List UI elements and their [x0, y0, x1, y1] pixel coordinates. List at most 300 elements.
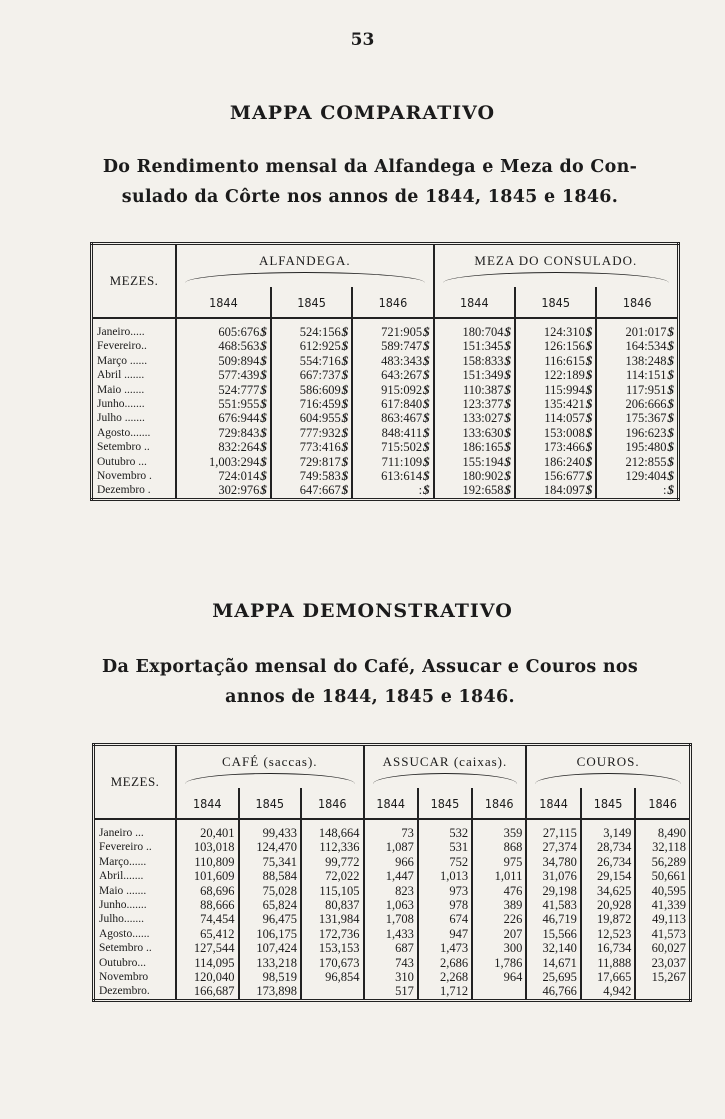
value-cell	[596, 426, 678, 440]
currency-symbol: $	[667, 439, 674, 455]
value-text: 604:955	[299, 411, 341, 426]
table1-subtitle-line1: Do Rendimento mensal da Alfandega e Meza do Con-	[102, 157, 638, 177]
value-cell	[515, 440, 596, 454]
value-text: 605:676	[218, 325, 260, 339]
currency-symbol: $	[341, 410, 349, 426]
value-cell	[301, 970, 364, 984]
alfandega-group-header	[176, 244, 434, 288]
value-text: 56,289	[651, 854, 686, 869]
currency-symbol: $	[423, 439, 430, 455]
value-cell	[472, 819, 526, 840]
table-row	[94, 927, 691, 941]
value-text: 715:502	[381, 440, 423, 455]
value-cell	[418, 819, 472, 840]
value-cell	[364, 819, 418, 840]
value-text: 302:976	[218, 483, 260, 498]
currency-symbol: $	[585, 396, 593, 412]
value-cell	[364, 956, 418, 970]
value-text: 46,719	[542, 912, 577, 927]
cafe-group-header	[176, 745, 364, 789]
month-cell: Dezembro.	[94, 984, 177, 1000]
value-text: 124:310	[543, 325, 585, 339]
table-row	[94, 819, 691, 840]
year-header: 1844	[526, 788, 580, 819]
value-cell	[364, 970, 418, 984]
currency-symbol: $	[667, 482, 674, 498]
currency-symbol: $	[585, 410, 593, 426]
currency-symbol: $	[260, 439, 267, 455]
currency-symbol: $	[341, 468, 349, 484]
value-text: 1,473	[439, 941, 469, 956]
value-text: 551:955	[218, 397, 260, 412]
value-cell	[418, 984, 472, 1000]
value-cell	[596, 318, 678, 339]
value-cell	[364, 869, 418, 883]
year-header: 1844	[176, 287, 271, 318]
value-text: 75,028	[262, 883, 298, 898]
currency-symbol: $	[260, 381, 267, 397]
value-text: 25,695	[542, 970, 577, 985]
value-cell	[352, 411, 433, 425]
value-cell	[301, 898, 364, 912]
table2-subtitle	[70, 652, 670, 712]
value-cell	[635, 912, 690, 926]
value-text: 31,076	[542, 869, 577, 884]
currency-symbol: $	[341, 324, 349, 339]
value-text: 476	[503, 883, 523, 898]
currency-symbol: $	[667, 338, 674, 354]
value-text: 586:609	[299, 382, 341, 397]
currency-symbol: $	[504, 338, 511, 354]
value-text: 468:563	[218, 339, 260, 354]
value-cell	[364, 840, 418, 854]
month-cell: Maio .......	[92, 383, 177, 397]
month-cell: Maio .......	[94, 884, 177, 898]
value-text: 173:466	[543, 440, 585, 455]
value-cell	[596, 455, 678, 469]
value-cell	[418, 912, 472, 926]
currency-symbol: $	[341, 396, 349, 412]
value-text: 107,424	[256, 941, 298, 956]
value-text: 155:194	[462, 454, 504, 469]
value-text: 101,609	[193, 869, 235, 884]
value-cell	[301, 884, 364, 898]
value-cell	[352, 455, 433, 469]
brace-decoration	[185, 272, 425, 283]
value-text: 117:951	[625, 382, 667, 397]
table-row	[92, 426, 679, 440]
value-text: 192:658	[462, 483, 504, 498]
value-text: 68,696	[200, 883, 235, 898]
value-cell	[434, 368, 515, 382]
value-text: 212:855	[625, 454, 667, 469]
table-row	[92, 455, 679, 469]
value-text: 115,105	[319, 883, 360, 898]
value-cell	[581, 840, 635, 854]
currency-symbol: $	[585, 439, 593, 455]
value-cell	[635, 898, 690, 912]
value-cell	[526, 912, 580, 926]
value-text: 2,686	[439, 955, 469, 970]
value-text: 577:439	[218, 368, 260, 383]
value-text: 74,454	[200, 912, 235, 927]
value-cell	[581, 898, 635, 912]
value-cell	[352, 383, 433, 397]
value-text: 832:264	[218, 440, 260, 455]
value-text: 973	[449, 883, 469, 898]
value-text: 749:583	[299, 469, 341, 484]
value-cell	[352, 318, 433, 339]
value-cell	[472, 912, 526, 926]
value-text: 964	[503, 970, 523, 985]
currency-symbol: $	[667, 453, 674, 469]
value-text: 226	[503, 912, 523, 927]
value-text: 50,661	[651, 869, 686, 884]
year-header: 1845	[581, 788, 635, 819]
value-cell	[418, 855, 472, 869]
assucar-group-header	[364, 745, 527, 789]
table2-subtitle-line2: annos de 1844, 1845 e 1846.	[225, 687, 515, 707]
value-cell	[515, 483, 596, 499]
alfandega-label: ALFANDEGA.	[258, 253, 351, 268]
month-cell: Janeiro ...	[94, 819, 177, 840]
value-cell	[176, 339, 271, 353]
currency-symbol: $	[585, 468, 593, 484]
value-cell	[176, 884, 239, 898]
currency-symbol: $	[667, 468, 674, 484]
currency-symbol: $	[423, 396, 430, 412]
value-cell	[176, 397, 271, 411]
value-cell	[515, 426, 596, 440]
currency-symbol: $	[341, 439, 349, 455]
value-cell	[352, 397, 433, 411]
value-cell	[239, 912, 302, 926]
value-text: 612:925	[299, 339, 341, 354]
value-cell	[635, 984, 690, 1000]
value-cell	[271, 397, 352, 411]
value-cell	[472, 898, 526, 912]
value-text: 915:092	[381, 382, 423, 397]
value-cell	[635, 840, 690, 854]
value-cell	[635, 956, 690, 970]
value-text: 110:387	[462, 382, 504, 397]
value-cell	[515, 397, 596, 411]
value-text: 26,734	[596, 854, 632, 869]
value-text: 133,218	[256, 955, 298, 970]
value-cell	[418, 840, 472, 854]
value-cell	[176, 984, 239, 1000]
value-cell	[176, 354, 271, 368]
currency-symbol: $	[667, 424, 674, 440]
value-cell	[301, 984, 364, 1000]
value-text: 978	[449, 898, 469, 913]
value-cell	[352, 354, 433, 368]
table-row	[94, 912, 691, 926]
value-cell	[176, 411, 271, 425]
value-text: 34,625	[596, 883, 632, 898]
month-cell: Setembro ..	[92, 440, 177, 454]
cafe-label: CAFÉ (saccas).	[221, 754, 318, 769]
value-text: 17,665	[596, 970, 632, 985]
currency-symbol: $	[260, 396, 267, 412]
value-cell	[434, 426, 515, 440]
table-row	[92, 354, 679, 368]
value-text: 11,888	[597, 955, 632, 970]
value-cell	[301, 941, 364, 955]
currency-symbol: $	[423, 338, 430, 354]
value-text: 3,149	[603, 826, 632, 840]
value-text: 135:421	[543, 397, 585, 412]
brace-decoration	[373, 773, 518, 784]
year-header: 1845	[515, 287, 596, 318]
value-cell	[239, 855, 302, 869]
currency-symbol: $	[260, 468, 267, 484]
currency-symbol: $	[341, 482, 349, 498]
value-text: 724:014	[218, 469, 260, 484]
currency-symbol: $	[667, 396, 674, 412]
value-cell	[581, 869, 635, 883]
value-cell	[176, 318, 271, 339]
currency-symbol: $	[423, 410, 430, 426]
value-text: 777:932	[299, 425, 341, 440]
value-cell	[515, 383, 596, 397]
assucar-label: ASSUCAR (caixas).	[382, 754, 508, 769]
month-cell: Dezembro .	[92, 483, 177, 499]
month-cell: Novembro .	[92, 469, 177, 483]
value-cell	[526, 840, 580, 854]
table-row	[94, 855, 691, 869]
value-text: 96,475	[262, 912, 298, 927]
value-text: 721:905	[381, 325, 423, 339]
table-row	[94, 869, 691, 883]
value-cell	[635, 819, 690, 840]
value-cell	[434, 411, 515, 425]
value-text: 966	[395, 854, 414, 869]
value-text: 29,198	[542, 883, 577, 898]
value-cell	[635, 869, 690, 883]
currency-symbol: $	[667, 381, 674, 397]
month-cell: Outubro ...	[92, 455, 177, 469]
value-cell	[352, 426, 433, 440]
value-cell	[176, 970, 239, 984]
value-text: 158:833	[462, 353, 504, 368]
table-row	[92, 318, 679, 339]
value-text: 1,786	[494, 955, 523, 970]
currency-symbol: $	[504, 482, 511, 498]
value-text: 133:630	[462, 425, 504, 440]
value-cell	[271, 368, 352, 382]
value-text: 41,339	[651, 898, 686, 913]
value-cell	[581, 855, 635, 869]
table-row	[92, 368, 679, 382]
table2-title: MAPPA DEMONSTRATIVO	[212, 600, 513, 622]
value-cell	[596, 368, 678, 382]
value-text: 23,037	[651, 955, 686, 970]
value-text: 27,374	[542, 840, 577, 855]
value-text: 674	[449, 912, 469, 927]
value-text: 20,928	[596, 898, 632, 913]
value-text: 300	[503, 941, 523, 956]
value-cell	[515, 368, 596, 382]
value-cell	[472, 970, 526, 984]
value-text: 112,336	[319, 840, 360, 855]
value-text: 4,942	[603, 984, 632, 999]
couros-label: COUROS.	[576, 754, 640, 769]
value-text: 96,854	[325, 970, 360, 985]
month-cell: Agosto.......	[92, 426, 177, 440]
month-cell: Julho .......	[92, 411, 177, 425]
table-row	[92, 383, 679, 397]
value-text: 1,712	[439, 984, 469, 999]
value-text: 99,772	[325, 854, 360, 869]
value-cell	[271, 318, 352, 339]
value-cell	[271, 426, 352, 440]
value-text: 166,687	[193, 984, 235, 999]
value-cell	[301, 840, 364, 854]
value-cell	[581, 970, 635, 984]
value-cell	[418, 869, 472, 883]
value-cell	[581, 819, 635, 840]
table-row	[92, 397, 679, 411]
value-text: 531	[449, 840, 469, 855]
currency-symbol: $	[260, 352, 267, 368]
value-cell	[176, 927, 239, 941]
value-text: 175:367	[625, 411, 667, 426]
value-cell	[239, 898, 302, 912]
value-cell	[515, 354, 596, 368]
value-text: 65,824	[262, 898, 298, 913]
currency-symbol: $	[504, 381, 511, 397]
currency-symbol: $	[260, 367, 267, 383]
value-cell	[352, 368, 433, 382]
meza-consulado-label: MEZA DO CONSULADO.	[474, 253, 638, 268]
currency-symbol: $	[260, 482, 267, 498]
table2-subtitle-line1: Da Exportação mensal do Café, Assucar e Couros nos	[101, 657, 639, 677]
year-header: 1844	[364, 788, 418, 819]
value-cell	[176, 383, 271, 397]
value-text: 153,153	[318, 941, 360, 956]
value-cell	[176, 898, 239, 912]
value-text: 120,040	[193, 970, 235, 985]
value-cell	[239, 869, 302, 883]
value-cell	[364, 984, 418, 1000]
value-text: 129:404	[625, 469, 667, 484]
value-cell	[239, 941, 302, 955]
value-text: 114:057	[544, 411, 585, 426]
month-cell: Março......	[94, 855, 177, 869]
value-text: 88,666	[200, 898, 235, 913]
value-text: 687	[395, 941, 414, 956]
value-cell	[176, 840, 239, 854]
currency-symbol: $	[423, 367, 430, 383]
value-cell	[635, 884, 690, 898]
currency-symbol: $	[667, 367, 674, 383]
value-cell	[515, 318, 596, 339]
value-text: 848:411	[381, 425, 423, 440]
couros-group-header	[526, 745, 690, 789]
value-cell	[176, 956, 239, 970]
value-text: 647:667	[299, 483, 341, 498]
value-text: 116:615	[544, 353, 585, 368]
currency-symbol: $	[341, 352, 349, 368]
value-text: 133:027	[462, 411, 504, 426]
value-cell	[418, 970, 472, 984]
value-text: 1,447	[385, 869, 414, 884]
month-cell: Abril .......	[92, 368, 177, 382]
value-text: 613:614	[381, 469, 423, 484]
value-cell	[239, 927, 302, 941]
value-cell	[434, 318, 515, 339]
value-cell	[515, 339, 596, 353]
value-text: 823	[395, 883, 414, 898]
value-cell	[418, 884, 472, 898]
value-text: 752	[449, 854, 469, 869]
value-cell	[364, 855, 418, 869]
value-text: 123:377	[462, 397, 504, 412]
month-cell: Agosto......	[94, 927, 177, 941]
table-row	[92, 483, 679, 499]
value-text: 359	[503, 826, 523, 840]
year-header: 1846	[352, 287, 433, 318]
value-cell	[472, 927, 526, 941]
value-text: 517	[395, 984, 414, 999]
value-text: 310	[395, 970, 414, 985]
currency-symbol: $	[423, 381, 430, 397]
value-cell	[596, 354, 678, 368]
currency-symbol: $	[260, 424, 267, 440]
value-cell	[596, 383, 678, 397]
value-text: :	[418, 483, 423, 498]
value-text: 20,401	[200, 826, 235, 840]
value-text: 1,063	[385, 898, 414, 913]
currency-symbol: $	[504, 396, 511, 412]
page-number: 53	[350, 30, 375, 50]
table-row	[92, 339, 679, 353]
value-cell	[301, 956, 364, 970]
table1-subtitle	[70, 152, 670, 212]
value-text: 75,341	[262, 854, 298, 869]
value-text: 65,412	[200, 926, 235, 941]
table-row	[94, 984, 691, 1000]
year-header: 1844	[434, 287, 515, 318]
value-cell	[472, 956, 526, 970]
value-text: 29,154	[596, 869, 632, 884]
value-text: 975	[503, 854, 523, 869]
currency-symbol: $	[585, 482, 593, 498]
value-cell	[418, 941, 472, 955]
value-text: 180:902	[462, 469, 504, 484]
month-cell: Outubro...	[94, 956, 177, 970]
table-row	[92, 411, 679, 425]
value-text: 32,118	[652, 840, 686, 855]
value-text: 947	[449, 926, 469, 941]
value-cell	[472, 941, 526, 955]
currency-symbol: $	[667, 410, 674, 426]
value-cell	[239, 956, 302, 970]
value-cell	[176, 483, 271, 499]
value-cell	[352, 483, 433, 499]
month-cell: Abril.......	[94, 869, 177, 883]
value-cell	[301, 855, 364, 869]
month-cell: Março ......	[92, 354, 177, 368]
value-text: 106,175	[256, 926, 298, 941]
month-cell: Julho.......	[94, 912, 177, 926]
value-text: 483:343	[381, 353, 423, 368]
currency-symbol: $	[260, 410, 267, 426]
value-text: 676:944	[218, 411, 260, 426]
brace-decoration	[185, 773, 355, 784]
value-text: 1,013	[439, 869, 469, 884]
